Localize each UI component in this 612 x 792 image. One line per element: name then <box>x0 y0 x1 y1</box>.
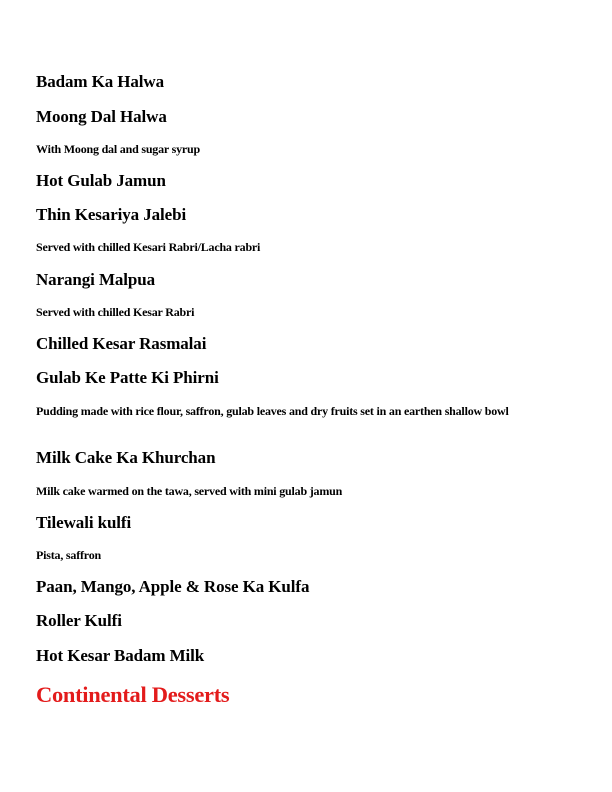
menu-item-thin-kesariya-jalebi-description: Served with chilled Kesari Rabri/Lacha rabri <box>36 240 261 254</box>
menu-item-chilled-kesar-rasmalai: Chilled Kesar Rasmalai <box>36 334 207 353</box>
menu-item-tilewali-kulfi-description: Pista, saffron <box>36 548 101 562</box>
section-heading-continental-desserts: Continental Desserts <box>36 682 230 707</box>
menu-item-tilewali-kulfi: Tilewali kulfi <box>36 513 132 532</box>
menu-item-thin-kesariya-jalebi: Thin Kesariya Jalebi <box>36 205 187 224</box>
menu-item-badam-ka-halwa: Badam Ka Halwa <box>36 72 165 91</box>
menu-item-moong-dal-halwa: Moong Dal Halwa <box>36 107 167 126</box>
menu-item-milk-cake-ka-khurchan-description: Milk cake warmed on the tawa, served with mini gulab jamun <box>36 484 343 498</box>
menu-item-gulab-ke-patte-ki-phirni-description: Pudding made with rice flour, saffron, gulab leaves and dry fruits set in an earthen shallow bowl <box>36 404 509 418</box>
menu-item-paan-mango-apple-rose-ka-kulfa: Paan, Mango, Apple & Rose Ka Kulfa <box>36 577 310 596</box>
menu-item-gulab-ke-patte-ki-phirni: Gulab Ke Patte Ki Phirni <box>36 368 219 387</box>
menu-item-hot-gulab-jamun: Hot Gulab Jamun <box>36 171 166 190</box>
menu-item-roller-kulfi: Roller Kulfi <box>36 611 122 630</box>
menu-item-moong-dal-halwa-description: With Moong dal and sugar syrup <box>36 142 200 156</box>
menu-item-narangi-malpua: Narangi Malpua <box>36 270 156 289</box>
menu-item-narangi-malpua-description: Served with chilled Kesar Rabri <box>36 305 195 319</box>
menu-item-milk-cake-ka-khurchan: Milk Cake Ka Khurchan <box>36 448 216 467</box>
menu-item-hot-kesar-badam-milk: Hot Kesar Badam Milk <box>36 646 205 665</box>
